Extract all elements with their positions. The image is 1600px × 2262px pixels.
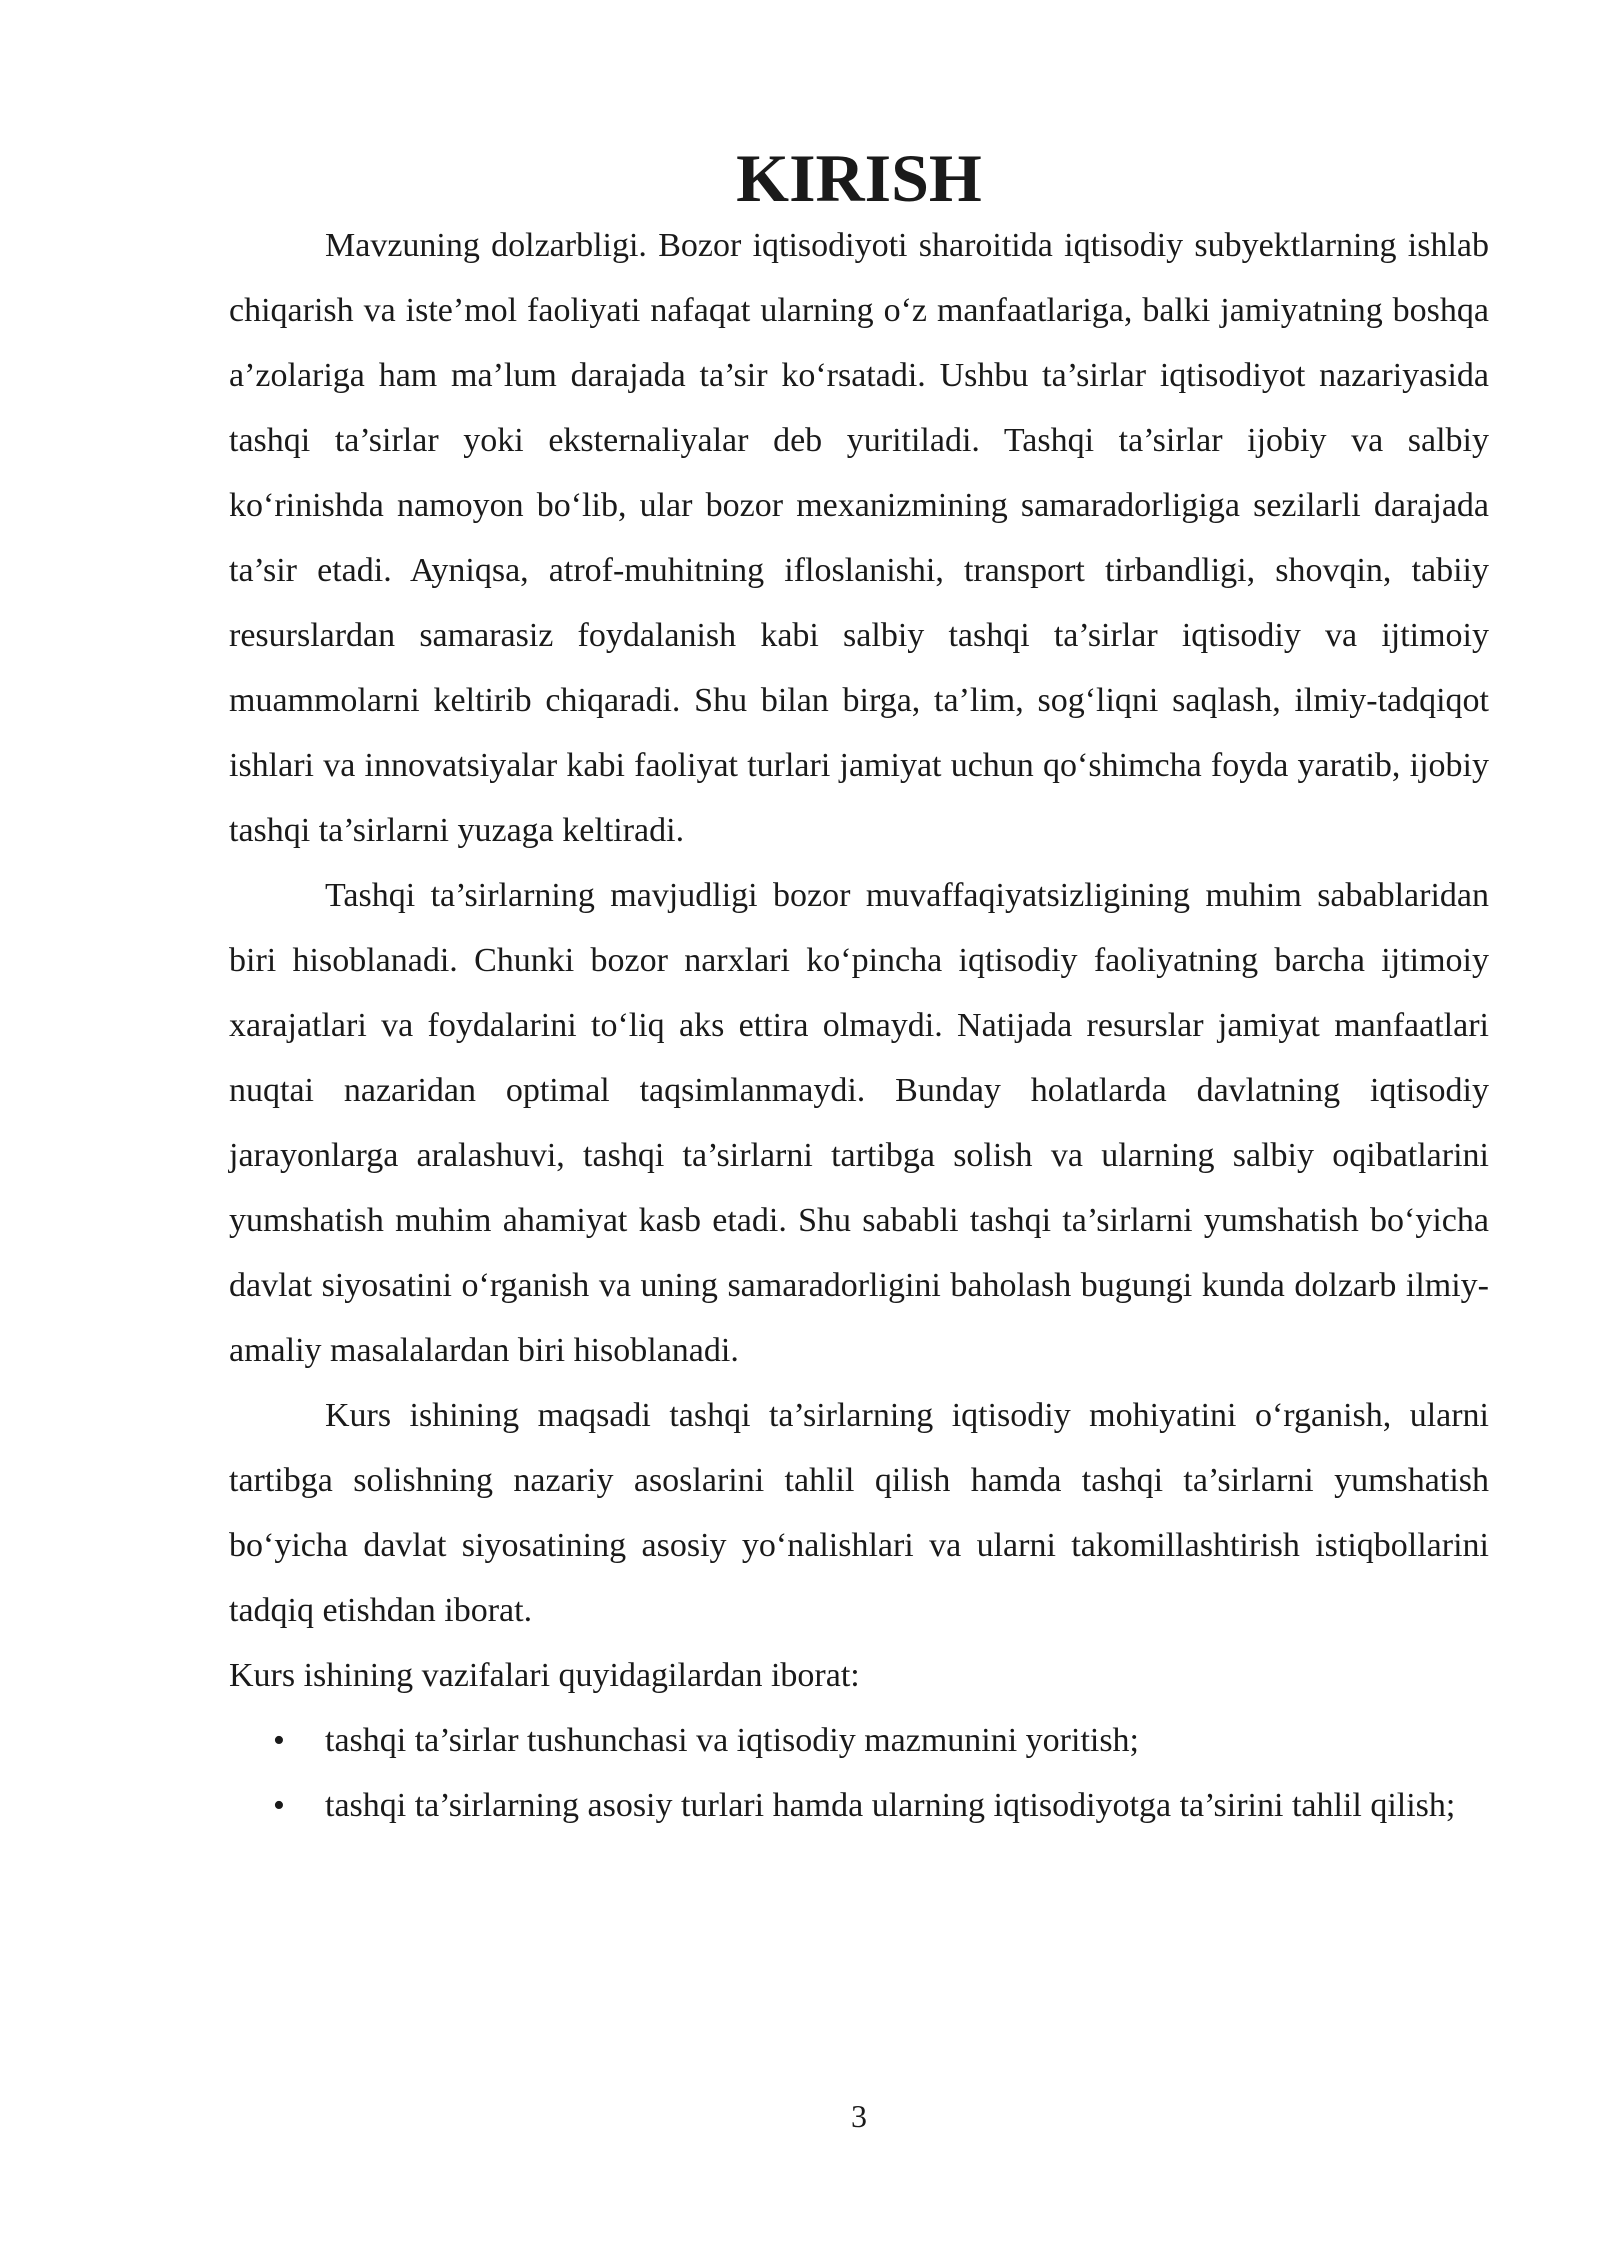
tasks-intro: Kurs ishining vazifalari quyidagilardan iborat: [229, 1657, 860, 1694]
tasks-list [229, 1708, 1489, 1838]
page-number: 3 [851, 2098, 867, 2134]
list-item-text: tashqi ta’sirlarning asosiy turlari hamda ularning iqtisodiyotga ta’sirini tahlil qilish; [325, 1787, 1456, 1824]
list-item-text: tashqi ta’sirlar tushunchasi va iqtisodiy mazmunini yoritish; [325, 1722, 1140, 1759]
paragraph-relevance: Mavzuning dolzarbligi. Bozor iqtisodiyoti sharoitida iqtisodiy subyektlarning ishlab chiqarish va iste’mol faoliyati nafaqat ularning o‘z manfaatlariga, balki jamiyatning boshqa a’zolariga ham ma’lum darajada ta’sir ko‘rsatadi. Ushbu ta’sirlar iqtisodiyot nazariyasida tashqi ta’sirlar yoki eksternaliyalar deb yuritiladi. Tashqi ta’sirlar ijobiy va salbiy ko‘rinishda namoyon bo‘lib, ular bozor mexanizmining samaradorligiga sezilarli darajada ta’sir etadi. Ayniqsa, atrof-muhitning ifloslanishi, transport tirbandligi, shovqin, tabiiy resurslardan samarasiz foydalanish kabi salbiy tashqi ta’sirlar iqtisodiy va ijtimoiy muammolarni keltirib chiqaradi. Shu bilan birga, ta’lim, sog‘liqni saqlash, ilmiy-tadqiqot ishlari va innovatsiyalar kabi faoliyat turlari jamiyat uchun qo‘shimcha foyda yaratib, ijobiy tashqi ta’sirlarni yuzaga keltiradi. [229, 227, 1489, 849]
paragraph-market-failure: Tashqi ta’sirlarning mavjudligi bozor muvaffaqiyatsizligining muhim sabablaridan biri hisoblanadi. Chunki bozor narxlari ko‘pincha iqtisodiy faoliyatning barcha ijtimoiy xarajatlari va foydalarini to‘liq aks ettira olmaydi. Natijada resurslar jamiyat manfaatlari nuqtai nazaridan optimal taqsimlanmaydi. Bunday holatlarda davlatning iqtisodiy jarayonlarga aralashuvi, tashqi ta’sirlarni tartibga solish va ularning salbiy oqibatlarini yumshatish muhim ahamiyat kasb etadi. Shu sababli tashqi ta’sirlarni yumshatish bo‘yicha davlat siyosatini o‘rganish va uning samaradorligini baholash bugungi kunda dolzarb ilmiy-amaliy masalalardan biri hisoblanadi. [229, 877, 1489, 1369]
page-content [229, 140, 1489, 1838]
bullet-icon: • [273, 1787, 285, 1824]
paragraph-goal: Kurs ishining maqsadi tashqi ta’sirlarning iqtisodiy mohiyatini o‘rganish, ularni tartibga solishning nazariy asoslarini tahlil qilish hamda tashqi ta’sirlarni yumshatish bo‘yicha davlat siyosatining asosiy yo‘nalishlari va ularni takomillashtirish istiqbollarini tadqiq etishdan iborat. [229, 1397, 1489, 1629]
bullet-icon: • [273, 1722, 285, 1759]
list-item [229, 1708, 1489, 1773]
section-heading: KIRISH [736, 140, 982, 216]
list-item [229, 1773, 1489, 1838]
